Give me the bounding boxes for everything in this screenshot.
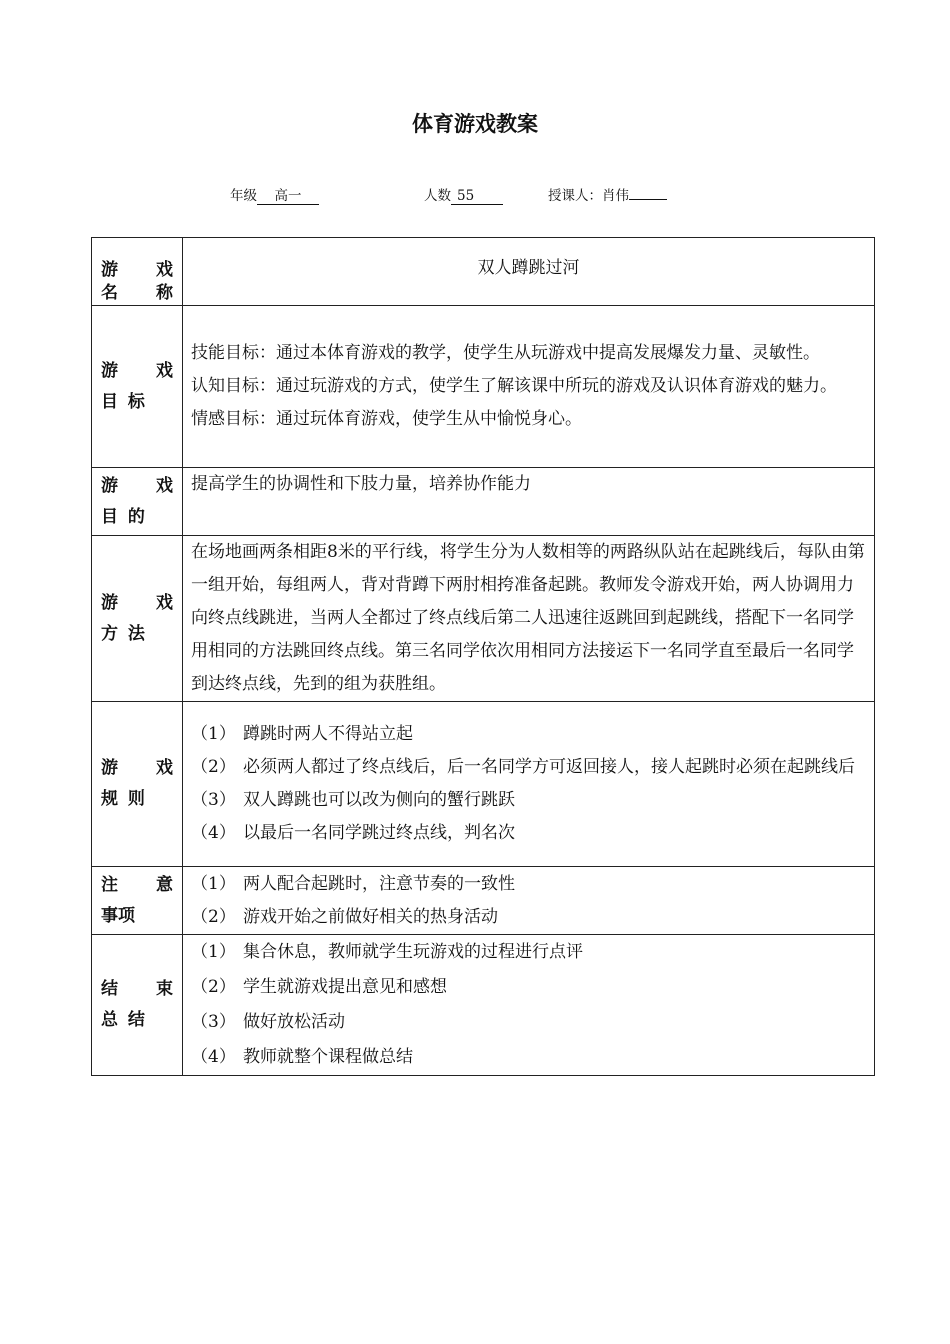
count-field xyxy=(424,184,503,205)
label-game-rules: 游 戏 规 则 xyxy=(92,702,183,867)
summary-item: （3） 做好放松活动 xyxy=(191,1012,345,1032)
grade-label: 年级 xyxy=(230,188,257,204)
summary-content xyxy=(183,935,875,1076)
note-item: （1） 两人配合起跳时，注意节奏的一致性 xyxy=(191,873,515,894)
summary-item: （2） 学生就游戏提出意见和感想 xyxy=(191,977,447,997)
label-summary: 结 束 总 结 xyxy=(92,935,183,1076)
goal-cognitive: 认知目标：通过玩游戏的方式，使学生了解该课中所玩的游戏及认识体育游戏的魅力。 xyxy=(191,376,837,396)
rule-item: （3） 双人蹲跳也可以改为侧向的蟹行跳跃 xyxy=(191,790,515,810)
page-title: 体育游戏教案 xyxy=(412,112,538,136)
teacher-field xyxy=(548,184,667,204)
rule-item: （1） 蹲跳时两人不得站立起 xyxy=(191,724,413,744)
game-goal-content xyxy=(183,306,875,468)
game-name-value: 双人蹲跳过河 xyxy=(183,238,875,306)
row-game-purpose xyxy=(92,468,875,536)
row-summary xyxy=(92,935,875,1076)
goal-skill: 技能目标：通过本体育游戏的教学，使学生从玩游戏中提高发展爆发力量、灵敏性。 xyxy=(191,343,820,363)
game-purpose-value: 提高学生的协调性和下肢力量，培养协作能力 xyxy=(183,468,875,536)
count-value: 55 xyxy=(451,189,503,205)
label-game-name: 游 戏 名 称 xyxy=(92,238,183,306)
label-game-goal: 游 戏 目 标 xyxy=(92,306,183,468)
row-notes xyxy=(92,867,875,935)
notes-content xyxy=(183,867,875,935)
row-game-rules xyxy=(92,702,875,867)
label-game-purpose: 游 戏 目 的 xyxy=(92,468,183,536)
rule-item: （4） 以最后一名同学跳过终点线，判名次 xyxy=(191,823,515,843)
row-game-method xyxy=(92,536,875,702)
summary-item: （4） 教师就整个课程做总结 xyxy=(191,1047,413,1067)
row-game-goal xyxy=(92,306,875,468)
lesson-plan-table xyxy=(91,237,875,1076)
teacher-value: 肖伟 xyxy=(602,188,629,204)
label-notes: 注 意 事项 xyxy=(92,867,183,935)
grade-value: 高一 xyxy=(257,189,319,205)
summary-item: （1） 集合休息，教师就学生玩游戏的过程进行点评 xyxy=(191,942,583,962)
label-game-method: 游 戏 方 法 xyxy=(92,536,183,702)
count-label: 人数 xyxy=(424,188,451,204)
game-rules-content xyxy=(183,702,875,867)
note-item: （2） 游戏开始之前做好相关的热身活动 xyxy=(191,906,498,927)
goal-emotional: 情感目标：通过玩体育游戏，使学生从中愉悦身心。 xyxy=(191,409,582,429)
teacher-underline xyxy=(629,199,667,200)
row-game-name xyxy=(92,238,875,306)
game-method-value: 在场地画两条相距8米的平行线，将学生分为人数相等的两路纵队站在起跳线后，每队由第一组开始，每组两人，背对背蹲下两肘相挎准备起跳。教师发令游戏开始，两人协调用力向终点线跳进，当两人全都过了终点线后第二人迅速往返跳回到起跳线，搭配下一名同学用相同的方法跳回终点线。第三名同学依次用相同方法接运下一名同学直至最后一名同学到达终点线，先到的组为获胜组。 xyxy=(183,536,875,702)
teacher-label: 授课人： xyxy=(548,188,602,204)
grade-field xyxy=(230,184,319,205)
rule-item: （2） 必须两人都过了终点线后，后一名同学方可返回接人，接人起跳时必须在起跳线后 xyxy=(191,757,855,777)
